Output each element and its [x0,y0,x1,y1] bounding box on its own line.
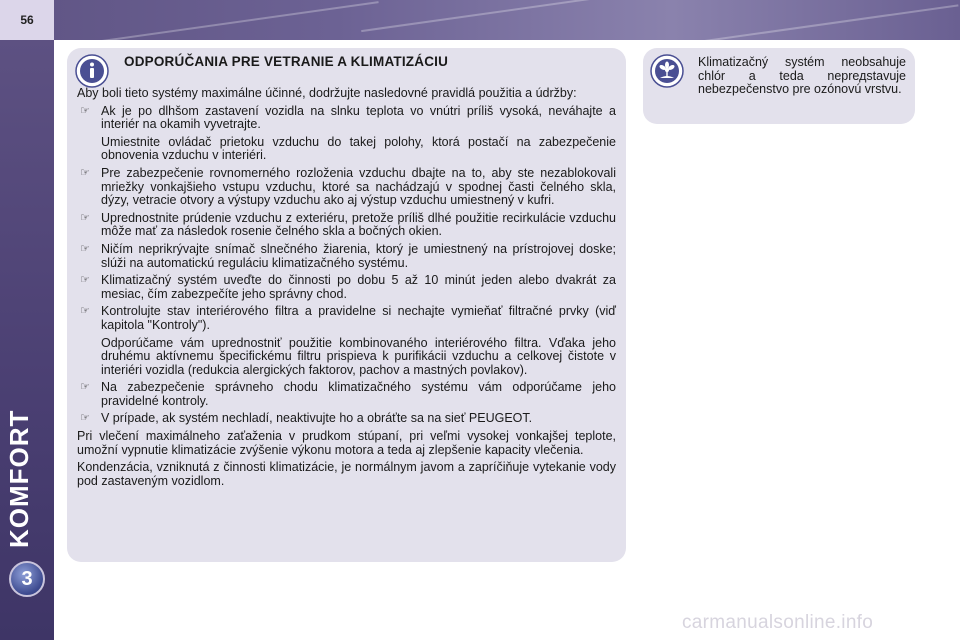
list-item: ☞ Ničím neprikrývajte snímač slnečného žiarenia, ktorý je umiestnený na prístrojovej doske; slúži na automatickú reguláciu klimatizačného systému. [80,241,616,270]
pointing-hand-icon: ☞ [80,412,90,425]
chapter-number-badge: 3 [9,561,45,597]
pointing-hand-icon: ☞ [80,211,90,224]
condensation-paragraph: Kondenzácia, vzniknutá z činnosti klimatizácie, je normálnym javom a zapríčiňuje vytekanie vody pod zastaveným vozidlom. [77,460,616,488]
eco-flower-icon [650,54,684,88]
header-band [0,0,960,40]
panel-title: ODPORÚČANIA PRE VETRANIE A KLIMATIZÁCIU [124,54,449,69]
pointing-hand-icon: ☞ [80,381,90,394]
list-item: ☞ Pre zabezpečenie rovnomerného rozloženia vzduchu dbajte na to, aby ste nezablokovali mriežky vonkajšieho vstupu vzduchu, ktoré sa nachádzajú v spodnej časti čelného skla, dýzy, vetracie otvory a výstupy vzduchu ako aj výstup vzduchu umiestnený v kufri. [80,165,616,208]
pointing-hand-icon: ☞ [80,305,90,318]
list-item: ☞ Kontrolujte stav interiérového filtra a pravidelne si nechajte vymieňať filtračné prvky (viď kapitola "Kontroly"). [80,304,616,332]
info-icon [75,54,109,88]
pointing-hand-icon: ☞ [80,166,90,179]
eco-note-text: Klimatizačný systém neobsahuje chlór a teda neprедstavuje nebezpečenstvo pre ozónovú vrstvu. [698,55,906,97]
pointing-hand-icon: ☞ [80,274,90,287]
list-item: ☞ V prípade, ak systém nechladí, neaktivujte ho a obráťte sa na sieť PEUGEOT. [80,411,533,426]
list-item: ☞ Na zabezpečenie správneho chodu klimatizačného systému vám odporúčame jeho pravidelné kontroly. [80,380,616,408]
list-item: ☞ Uprednostnite prúdenie vzduchu z exteriéru, pretože príliš dlhé použitie recirkulácie vzduchu môže mať za následok rosenie čelného skla a bočných okien. [80,210,616,239]
panel-body [77,87,616,492]
pointing-hand-icon: ☞ [80,242,90,255]
list-item: ☞ Ak je po dlhšom zastavení vozidla na slnku teplota vo vnútri príliš vysoká, neváhajte a interiér na okamih vyvetrajte. [80,103,616,132]
page-number: 56 [0,0,54,40]
watermark: carmanualsonline.info [682,612,874,633]
towing-paragraph: Pri vlečení maximálneho zaťaženia v prudkom stúpaní, pri veľmi vysokej vonkajšej teplote, umožní vypnutie klimatizácie zvýšenie výkonu motora a teda aj zlepšenie kapacity vlečenia. [77,429,616,457]
pointing-hand-icon: ☞ [80,104,90,117]
list-item-continuation: Odporúčame vám uprednostniť použitie kombinovaného interiérového filtra. Vďaka jeho druhému aktívnemu špecifickému filtru prispieva k purifikácii vzduchu a celkovej čistote v interiéri vozidla (redukcia alergických faktorov, pachov a mastných povlakov). [101,335,616,377]
chapter-label-text: KOMFORT [4,409,34,548]
list-item: ☞ Klimatizačný systém uveďte do činnosti po dobu 5 až 10 minút jeden alebo dvakrát za mesiac, čím zabezpečíte jeho správny chod. [80,273,616,301]
list-item-continuation: Umiestnite ovládač prietoku vzduchu do takej polohy, ktorá postačí na zabezpečenie obnovenia vzduchu v interiéri. [101,134,616,163]
intro-paragraph: Aby boli tieto systémy maximálne účinné, dodržujte nasledovné pravidlá použitia a údržby: [77,86,577,100]
